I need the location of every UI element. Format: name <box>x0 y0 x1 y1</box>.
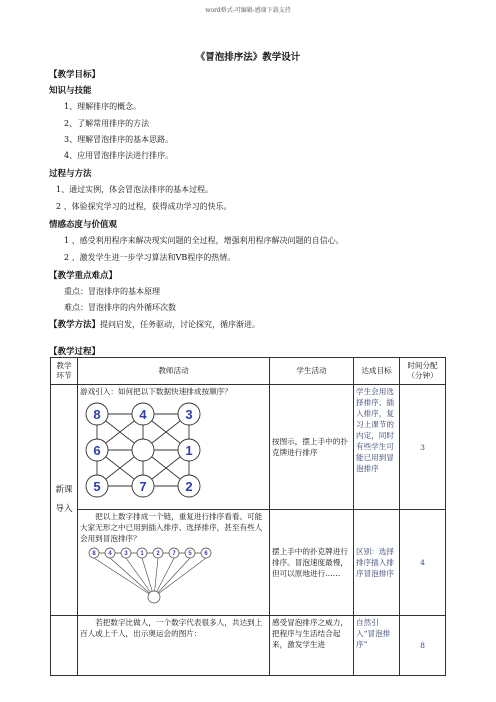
objectives-heading: 【教学目标】 <box>49 70 101 80</box>
keypoint-item: 难点：冒泡排序的内外循环次数 <box>64 303 176 312</box>
column-header: 教学环节 <box>51 358 78 385</box>
keypoint-item: 重点：冒泡排序的基本原理 <box>64 287 160 296</box>
method-text: 提问启发，任务驱动，讨论探究，循序渐进。 <box>100 320 261 329</box>
keypoints-heading: 【教学重点难点】 <box>49 271 118 281</box>
stage-label-empty <box>51 616 78 676</box>
time-minutes: 3 <box>400 385 446 510</box>
column-header: 学生活动 <box>270 358 354 385</box>
chain-number: 3 <box>124 551 128 557</box>
process-table-heading: 【教学过程】 <box>49 347 101 357</box>
knowledge-item: 2、了解常用排序的方法 <box>64 119 150 128</box>
student-activity: 按图示，摆上手中的扑克牌进行排序 <box>270 385 354 510</box>
chain-number: 7 <box>172 551 176 557</box>
chain-number: 2 <box>156 551 160 557</box>
grid-number: 7 <box>139 479 147 494</box>
header-note: word格式-可编辑-感谢下载支持 <box>205 7 291 14</box>
grid-number: 5 <box>93 479 101 494</box>
chain-number: 4 <box>108 551 112 557</box>
grid-number: 4 <box>139 407 147 422</box>
target-goal: 区别：选择排序插入排序冒泡排序 <box>354 510 400 616</box>
attitude-item: 2 、激发学生进一步学习算法和VB程序的热情。 <box>64 253 236 262</box>
teacher-activity <box>78 510 270 616</box>
method-line <box>49 318 260 330</box>
table-row <box>51 510 446 616</box>
number-chain-diagram <box>88 547 228 605</box>
knowledge-item: 3、理解冒泡排序的基本思路。 <box>64 135 174 144</box>
column-header: 教师活动 <box>78 358 270 385</box>
grid-number: 6 <box>93 443 101 458</box>
table-row <box>51 385 446 510</box>
number-grid-diagram <box>83 400 203 500</box>
stage-label: 新课导入 <box>51 385 78 616</box>
knowledge-item: 1、理解排序的概念。 <box>64 102 142 111</box>
chain-number: 6 <box>204 551 208 557</box>
process-heading: 过程与方法 <box>49 169 92 179</box>
process-item: 1、通过实例，体会冒泡法排序的基本过程。 <box>56 185 214 194</box>
method-heading: 【教学方法】 <box>49 320 101 330</box>
grid-number: 3 <box>185 407 193 422</box>
process-item: 2 、体验探究学习的过程，获得成功学习的快乐。 <box>56 202 232 211</box>
grid-number: 2 <box>185 479 193 494</box>
chain-number: 8 <box>92 551 96 557</box>
chain-number: 1 <box>140 551 144 557</box>
student-activity: 摆上手中的扑克牌进行排序。冒泡速度最慢，但可以原地进行…… <box>270 510 354 616</box>
teacher-activity <box>78 616 270 676</box>
attitude-item: 1 、感受利用程序来解决现实问题的全过程，增强利用程序解决问题的自信心。 <box>64 236 344 245</box>
column-header: 达成目标 <box>354 358 400 385</box>
grid-number: 1 <box>185 443 193 458</box>
target-goal: 学生会用选择排序、插入排序，复习上课节的内定，同时有些学生可能已用到冒泡排序 <box>354 385 400 510</box>
attitude-heading: 情感态度与价值观 <box>49 220 118 230</box>
grid-number: 8 <box>93 407 101 422</box>
target-goal: 自然引入“冒泡排序” <box>354 616 400 676</box>
teacher-activity-text: 若把数字比做人，一个数字代表很多人，共达到上百人或上千人，出示奥运会的图片： <box>80 618 263 638</box>
student-activity: 感受冒泡排序之威力，把程序与生活结合起来，激发学生进 <box>270 616 354 676</box>
teacher-activity-text: 游戏引入：如何把以下数据快速排成按顺序？ <box>80 387 232 396</box>
document-title: 《冒泡排序法》教学设计 <box>195 52 301 63</box>
knowledge-heading: 知识与技能 <box>49 86 92 96</box>
teaching-process-table <box>50 357 446 676</box>
teacher-activity <box>78 385 270 510</box>
teacher-activity-text: 把以上数字排成一个链，重复进行排序看看。可能大家无形之中已用到插入排序、选择排序，甚至有些人会用到冒泡排序？ <box>80 512 263 543</box>
table-header-row <box>51 358 446 385</box>
time-minutes: 4 <box>400 510 446 616</box>
chain-number: 5 <box>188 551 192 557</box>
knowledge-item: 4、应用冒泡排序法进行排序。 <box>64 151 174 160</box>
column-header: 时间分配（分钟） <box>400 358 446 385</box>
time-minutes: 8 <box>400 616 446 676</box>
table-row <box>51 616 446 676</box>
